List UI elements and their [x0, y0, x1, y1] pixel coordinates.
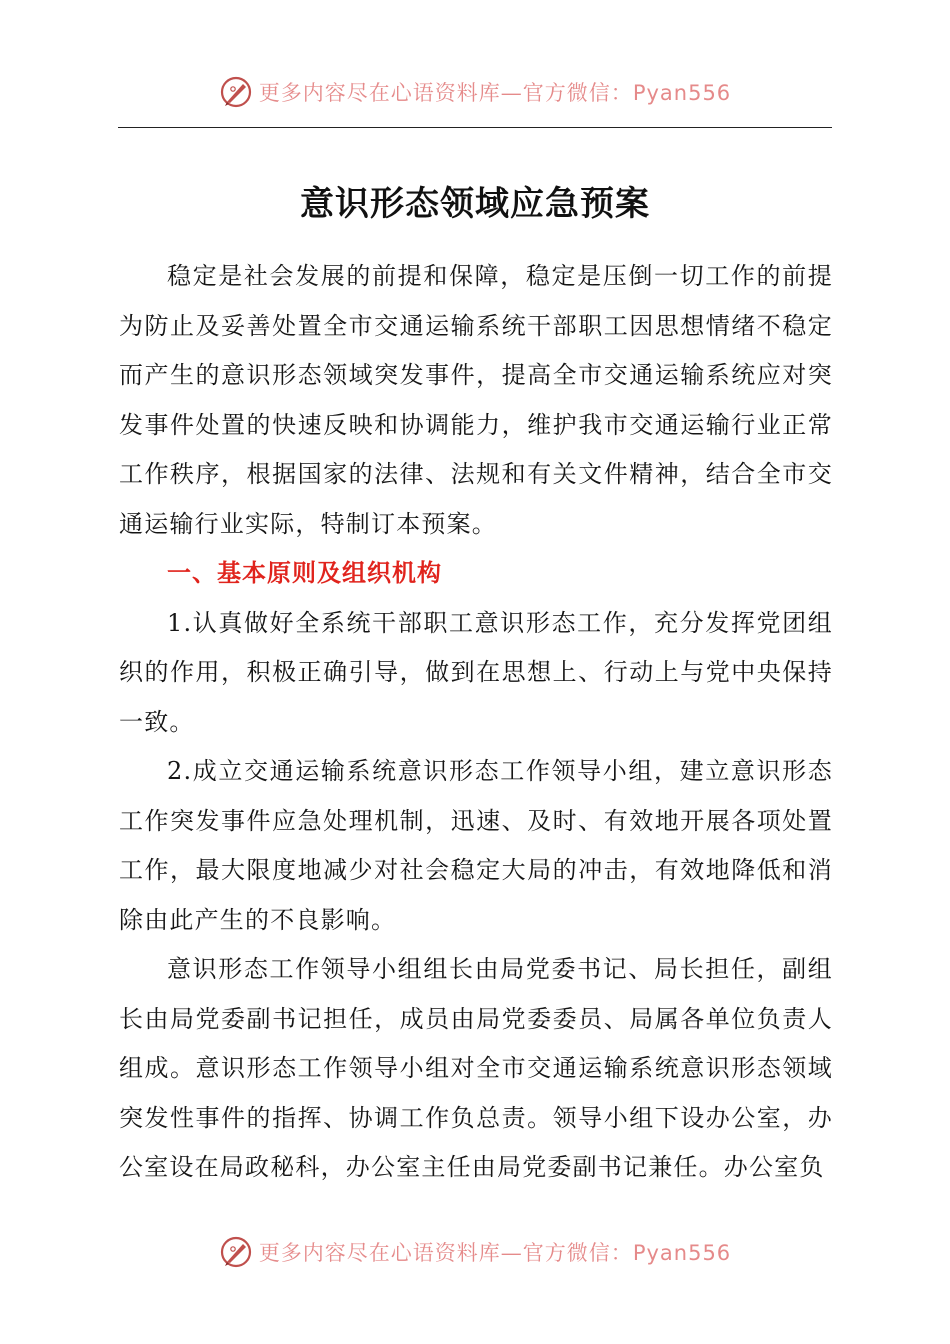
pen-circle-logo-icon	[219, 1235, 253, 1269]
watermark-wechat-id: Pyan556	[632, 1241, 732, 1265]
watermark-text: 更多内容尽在心语资料库—官方微信：Pyan556	[258, 1241, 732, 1265]
section-1-item-2: 2.成立交通运输系统意识形态工作领导小组，建立意识形态工作突发事件应急处理机制，迅速、及时、有效地开展各项处置工作，最大限度地减少对社会稳定大局的冲击，有效地降低和消除由此产生的不良影响。	[119, 757, 833, 934]
footer-watermark	[0, 1232, 950, 1272]
document-body	[119, 252, 833, 1193]
header-divider	[118, 127, 832, 128]
section-1-item-1: 1.认真做好全系统干部职工意识形态工作，充分发挥党团组织的作用，积极正确引导，做到在思想上、行动上与党中央保持一致。	[119, 608, 833, 736]
watermark-text: 更多内容尽在心语资料库—官方微信：Pyan556	[258, 81, 732, 105]
watermark-wechat-id: Pyan556	[632, 81, 732, 105]
section-1-paragraph-3: 意识形态工作领导小组组长由局党委书记、局长担任，副组长由局党委副书记担任，成员由局党委委员、局属各单位负责人组成。意识形态工作领导小组对全市交通运输系统意识形态领域突发性事件的指挥、协调工作负总责。领导小组下设办公室，办公室设在局政秘科，办公室主任由局党委副书记兼任。办公室负	[119, 955, 833, 1181]
pen-circle-logo-icon	[219, 75, 253, 109]
header-watermark	[0, 72, 950, 112]
document-title: 意识形态领域应急预案	[300, 184, 650, 224]
section-heading-1: 一、基本原则及组织机构	[167, 559, 442, 587]
intro-paragraph: 稳定是社会发展的前提和保障，稳定是压倒一切工作的前提为防止及妥善处置全市交通运输系统干部职工因思想情绪不稳定而产生的意识形态领域突发事件，提高全市交通运输系统应对突发事件处置的快速反映和协调能力，维护我市交通运输行业正常工作秩序，根据国家的法律、法规和有关文件精神，结合全市交通运输行业实际，特制订本预案。	[119, 262, 833, 538]
